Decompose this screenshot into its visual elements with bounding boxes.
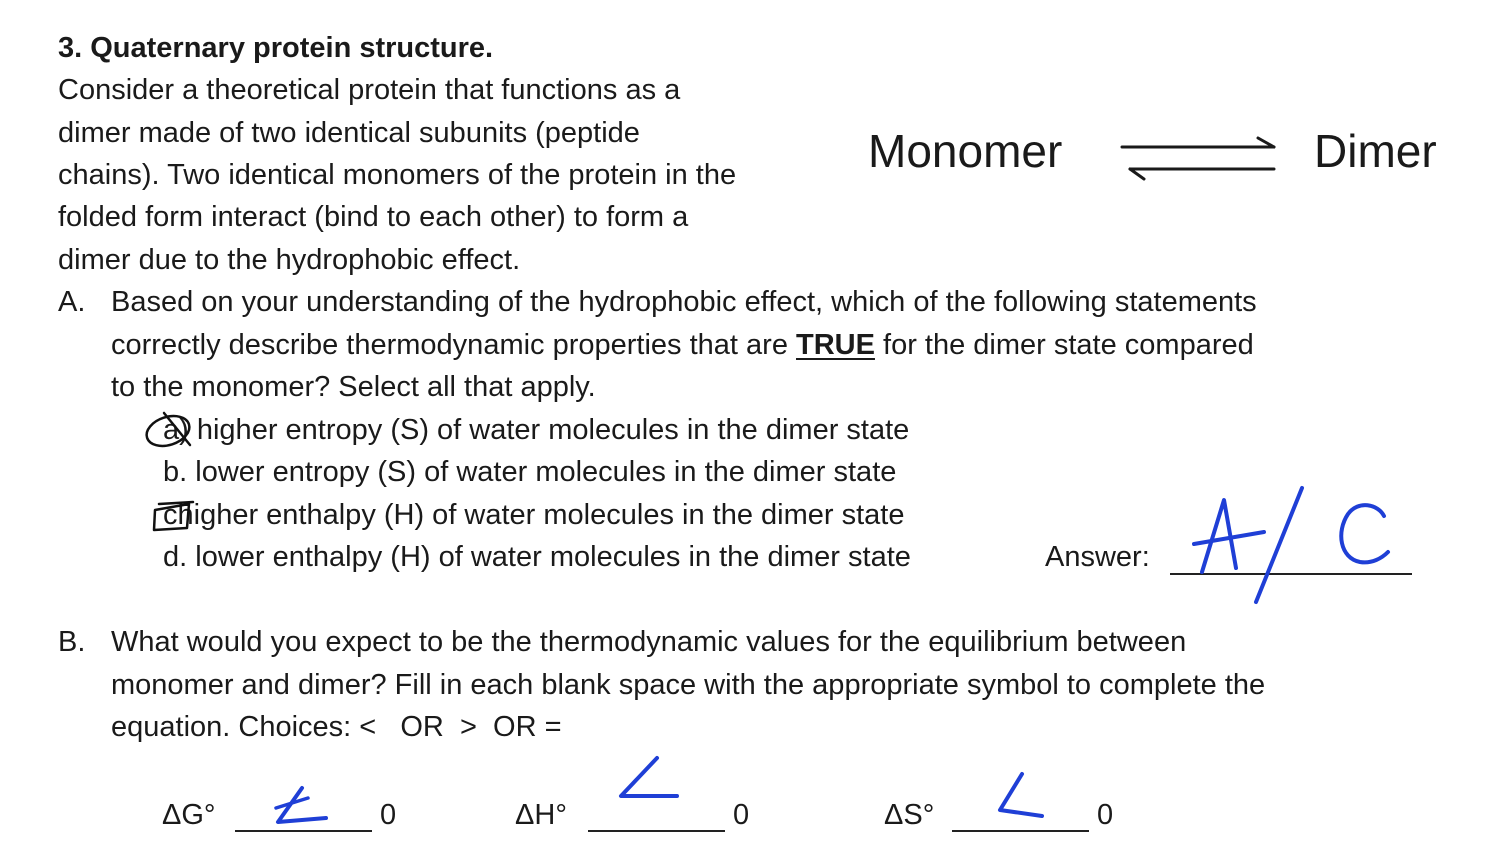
delta-h-rhs: 0: [733, 799, 750, 831]
delta-s-handwritten-less-than: [990, 770, 1070, 825]
part-b-line-3: equation. Choices: < OR > OR =: [111, 711, 562, 743]
option-d-letter: d.: [163, 541, 188, 573]
option-c-letter: c: [163, 499, 178, 531]
part-a-line-1: Based on your understanding of the hydrophobic effect, which of the following statements: [111, 286, 1257, 318]
option-b: [163, 451, 896, 493]
equilibrium-monomer-label: Monomer: [868, 125, 1063, 177]
delta-h-handwritten-less-than: [605, 752, 695, 812]
delta-g-symbol: ΔG°: [162, 799, 216, 831]
delta-g-rhs: 0: [380, 799, 397, 831]
part-a-line-2-start: correctly describe thermodynamic properties that are: [111, 329, 797, 361]
part-a-line-2-end: for the dimer state compared: [874, 329, 1254, 361]
delta-s-symbol: ΔS°: [884, 799, 935, 831]
option-b-text: lower entropy (S) of water molecules in the dimer state: [195, 456, 897, 488]
true-emphasis: TRUE: [796, 329, 875, 361]
intro-line-2: dimer made of two identical subunits (peptide: [58, 117, 640, 149]
part-a-line-3: to the monomer? Select all that apply.: [111, 371, 596, 403]
intro-line-1: Consider a theoretical protein that functions as a: [58, 74, 681, 106]
delta-h-blank[interactable]: [588, 830, 725, 832]
intro-line-3: chains). Two identical monomers of the protein in the: [58, 159, 737, 191]
delta-s-blank[interactable]: [952, 830, 1089, 832]
option-b-letter: b.: [163, 456, 188, 488]
delta-h-symbol: ΔH°: [515, 799, 567, 831]
part-b-line-1: What would you expect to be the thermodynamic values for the equilibrium between: [111, 626, 1187, 658]
part-a-label: A.: [58, 286, 86, 318]
equilibrium-dimer-label: Dimer: [1314, 125, 1437, 177]
intro-line-4: folded form interact (bind to each other) to form a: [58, 201, 689, 233]
option-c-box-mark-icon: [149, 498, 199, 538]
delta-g-handwritten-less-than: [268, 786, 348, 836]
option-d-text: lower enthalpy (H) of water molecules in the dimer state: [195, 541, 911, 573]
delta-s-rhs: 0: [1097, 799, 1114, 831]
option-a-letter: a): [163, 414, 189, 446]
option-d: [163, 536, 911, 578]
part-b-line-2: monomer and dimer? Fill in each blank space with the appropriate symbol to complete the: [111, 669, 1266, 701]
option-a-circle-mark-icon: [140, 405, 200, 455]
part-a-line-2: [111, 324, 1254, 366]
option-a-text: higher entropy (S) of water molecules in the dimer state: [196, 414, 910, 446]
intro-line-5: dimer due to the hydrophobic effect.: [58, 244, 521, 276]
option-c-text: higher enthalpy (H) of water molecules in the dimer state: [177, 499, 905, 531]
handwritten-answer-ac: [1180, 480, 1420, 610]
part-b-label: B.: [58, 626, 86, 658]
option-c: [163, 494, 904, 536]
question-title: 3. Quaternary protein structure.: [58, 32, 494, 64]
answer-label: Answer:: [1045, 541, 1150, 573]
option-a: [163, 409, 909, 451]
equilibrium-arrows-icon: [1118, 134, 1288, 184]
